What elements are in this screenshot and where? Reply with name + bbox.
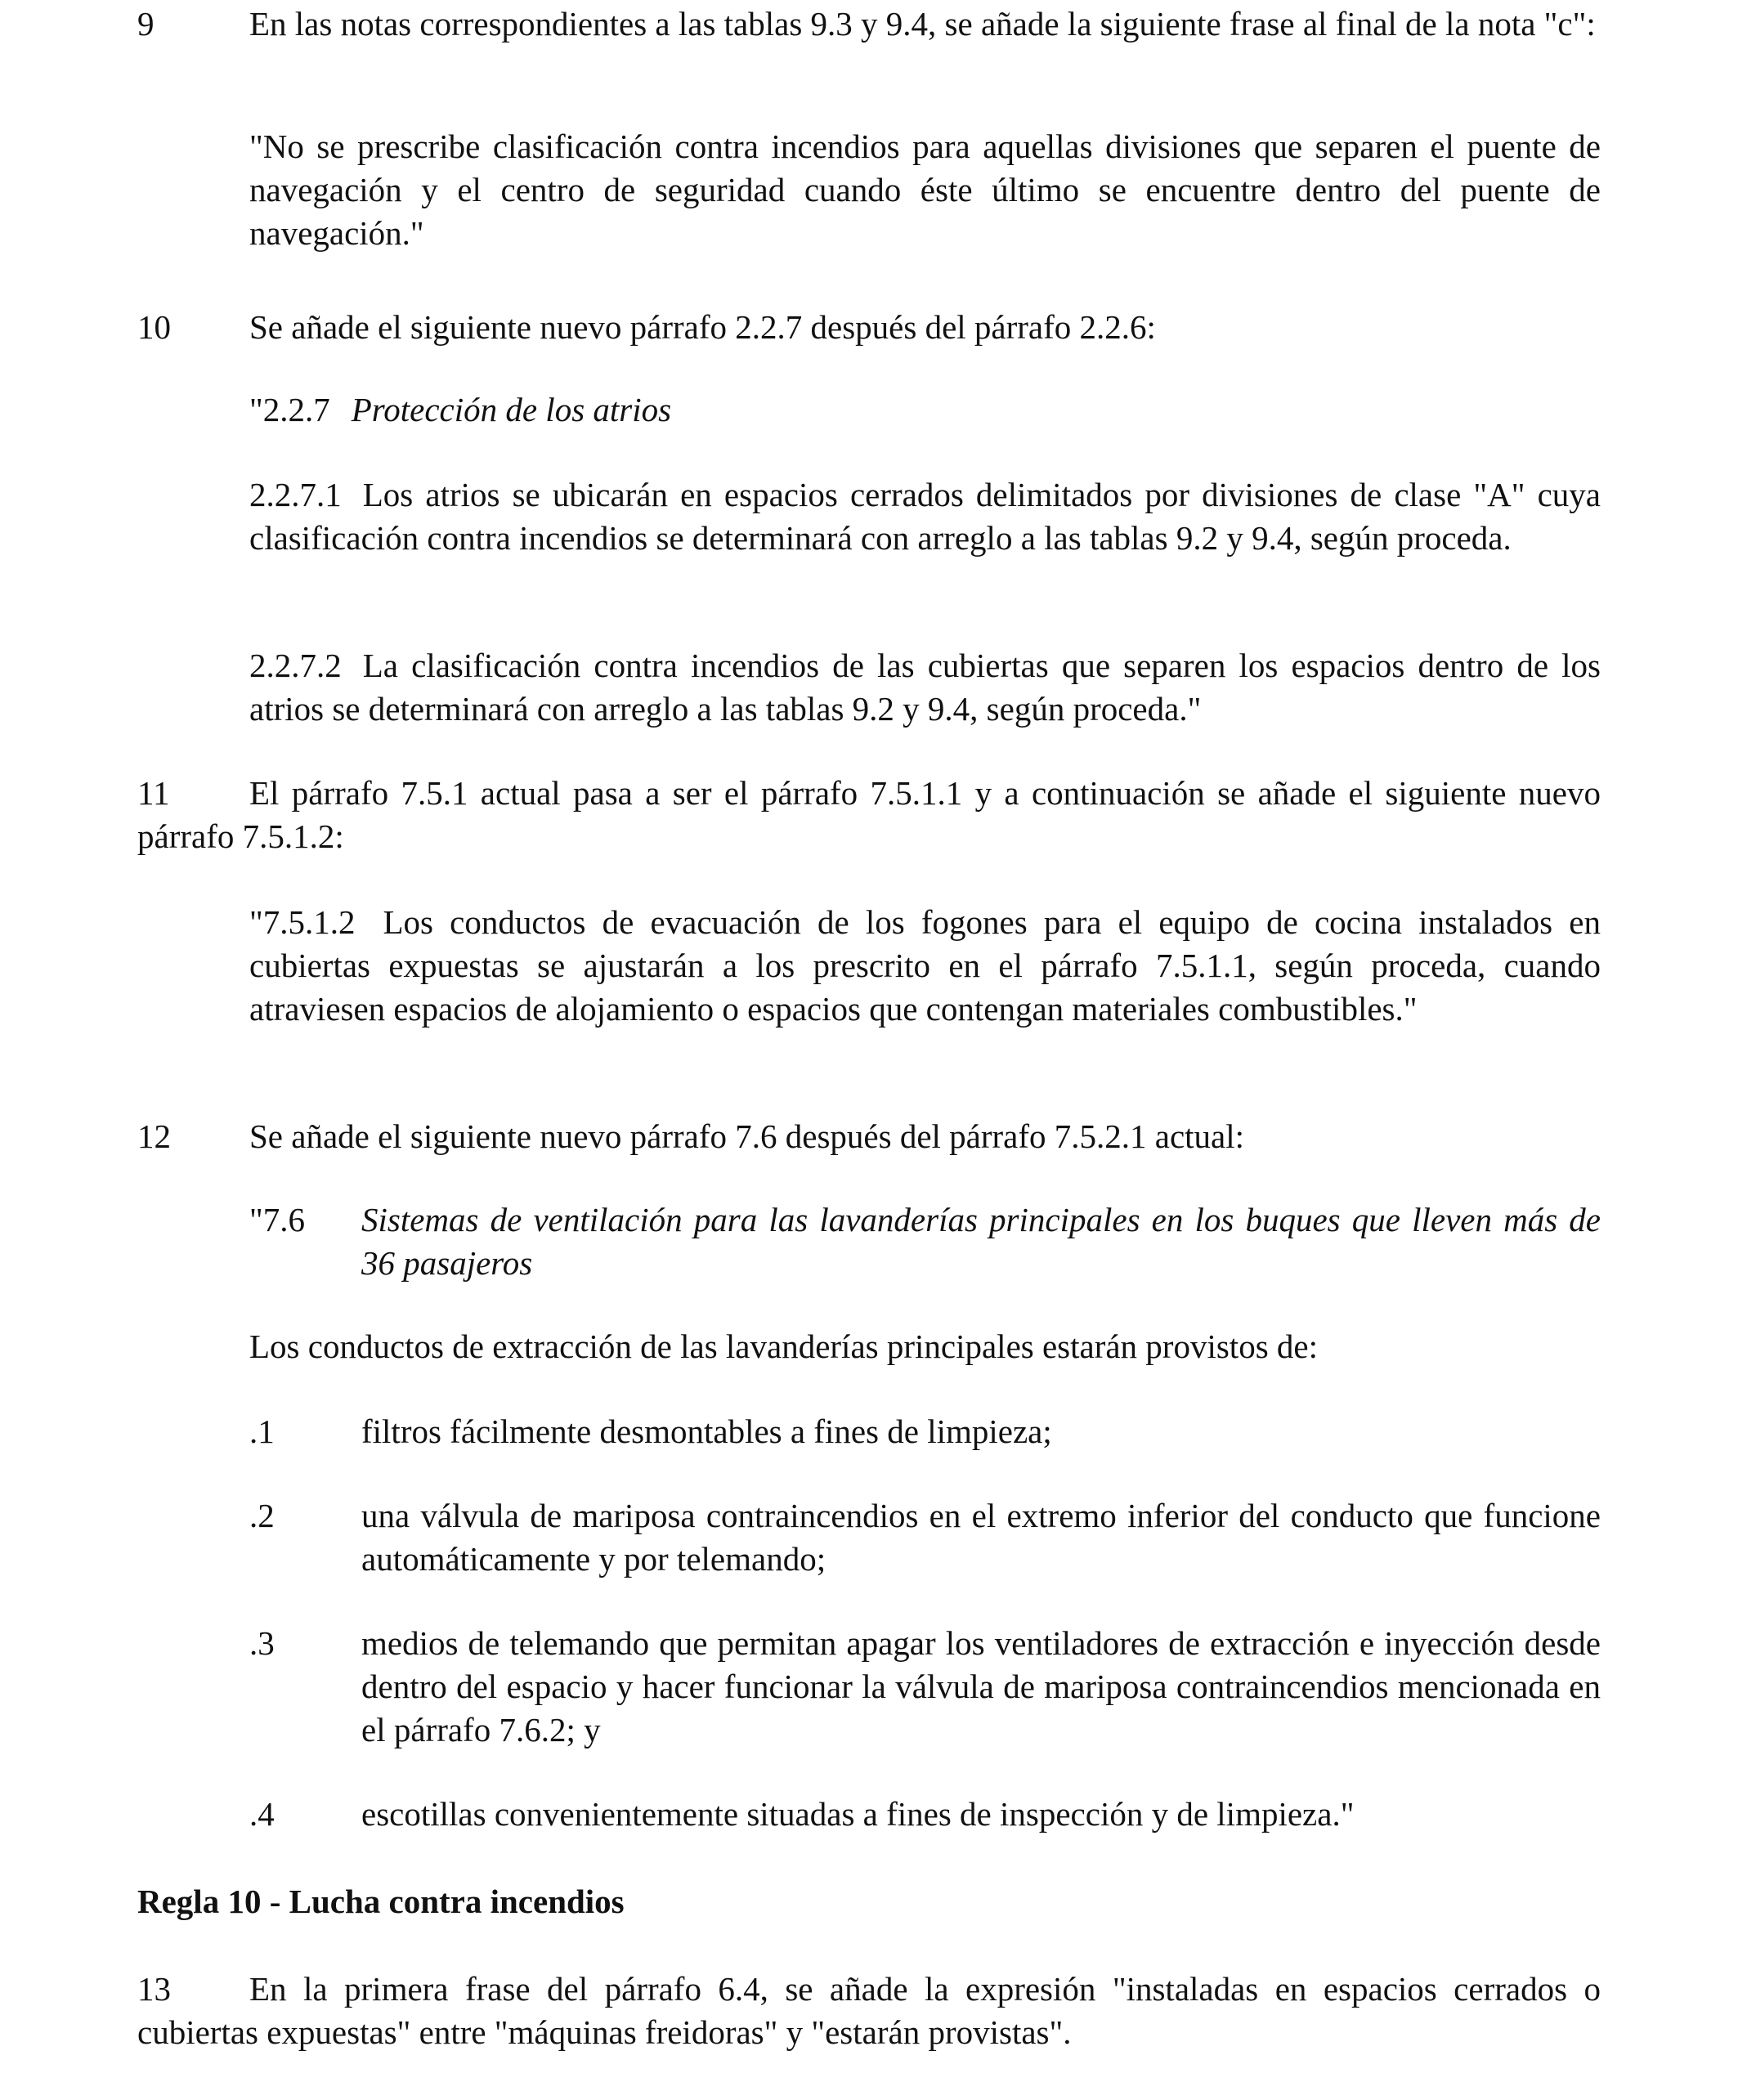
paragraph-text: El párrafo 7.5.1 actual pasa a ser el párrafo 7.5.1.1 y a continuación se añade el siguiente nuevo párrafo 7.5.1.2: [137, 774, 1601, 855]
list-item-number: .1 [249, 1413, 275, 1450]
section-title-7-6 [249, 1198, 1601, 1285]
section-number: "2.2.7 [249, 391, 330, 428]
paragraph-number: 13 [137, 1970, 171, 2008]
paragraph-12 [137, 1115, 1601, 1158]
quote-paragraph-7-5-1-2 [249, 901, 1601, 1031]
paragraph-text: Se añade el siguiente nuevo párrafo 2.2.7 después del párrafo 2.2.6: [249, 308, 1156, 346]
paragraph-2-2-7-2 [249, 644, 1601, 731]
paragraph-number: "7.5.1.2 [249, 903, 356, 941]
list-intro: Los conductos de extracción de las lavanderías principales estarán provistos de: [249, 1328, 1318, 1365]
paragraph-number: 11 [137, 774, 170, 812]
list-item [249, 1622, 1601, 1752]
list-item-number: .3 [249, 1624, 275, 1662]
paragraph-number: 2.2.7.2 [249, 647, 342, 684]
paragraph-number: 12 [137, 1117, 171, 1155]
list-item-number: .4 [249, 1795, 275, 1833]
paragraph-text: Los conductos de evacuación de los fogones para el equipo de cocina instalados en cubiertas expuestas se ajustarán a los prescrito en el párrafo 7.5.1.1, según proceda, cuando atraviesen espacios de alojamiento o espacios que contengan materiales combustibles." [249, 903, 1601, 1028]
list-item-text: escotillas convenientemente situadas a fines de inspección y de limpieza." [361, 1795, 1355, 1833]
paragraph-text: La clasificación contra incendios de las cubiertas que separen los espacios dentro de los atrios se determinará con arreglo a las tablas 9.2 y 9.4, según proceda." [249, 647, 1601, 728]
list-item [249, 1410, 1601, 1453]
paragraph-10 [137, 306, 1601, 349]
paragraph-2-2-7-1 [249, 473, 1601, 560]
paragraph-text: Los atrios se ubicarán en espacios cerrados delimitados por divisiones de clase "A" cuya clasificación contra incendios se determinará con arreglo a las tablas 9.2 y 9.4, según proceda. [249, 476, 1601, 557]
paragraph-11 [137, 772, 1601, 858]
section-title: Sistemas de ventilación para las lavanderías principales en los buques que lleven más de 36 pasajeros [361, 1201, 1601, 1282]
list-item [249, 1793, 1601, 1836]
list-item [249, 1494, 1601, 1581]
quote-paragraph-9: "No se prescribe clasificación contra incendios para aquellas divisiones que separen el puente de navegación y el centro de seguridad cuando éste último se encuentre dentro del puente de navegación." [249, 128, 1601, 252]
list-item-text: una válvula de mariposa contraincendios en el extremo inferior del conducto que funcione automáticamente y por telemando; [361, 1497, 1601, 1578]
paragraph-number: 9 [137, 5, 155, 43]
paragraph-number: 2.2.7.1 [249, 476, 342, 513]
list-item-text: medios de telemando que permitan apagar los ventiladores de extracción e inyección desde dentro del espacio y hacer funcionar la válvula de mariposa contraincendios mencionada en el párrafo 7.6.2; y [361, 1624, 1601, 1749]
paragraph-number: 10 [137, 308, 171, 346]
paragraph-text: En las notas correspondientes a las tablas 9.3 y 9.4, se añade la siguiente frase al final de la nota "c": [249, 5, 1596, 43]
section-title: Protección de los atrios [351, 391, 672, 428]
paragraph-text: Se añade el siguiente nuevo párrafo 7.6 después del párrafo 7.5.2.1 actual: [249, 1117, 1245, 1155]
paragraph-9 [137, 2, 1601, 46]
paragraph-text: En la primera frase del párrafo 6.4, se añade la expresión "instaladas en espacios cerrados o cubiertas expuestas" entre "máquinas freidoras" y "estarán provistas". [137, 1970, 1601, 2051]
section-title-2-2-7 [249, 388, 1601, 432]
list-item-text: filtros fácilmente desmontables a fines de limpieza; [361, 1413, 1052, 1450]
section-number: "7.6 [249, 1201, 305, 1238]
section-heading: Regla 10 - Lucha contra incendios [137, 1883, 625, 1920]
list-item-number: .2 [249, 1497, 275, 1534]
paragraph-13 [137, 1968, 1601, 2054]
